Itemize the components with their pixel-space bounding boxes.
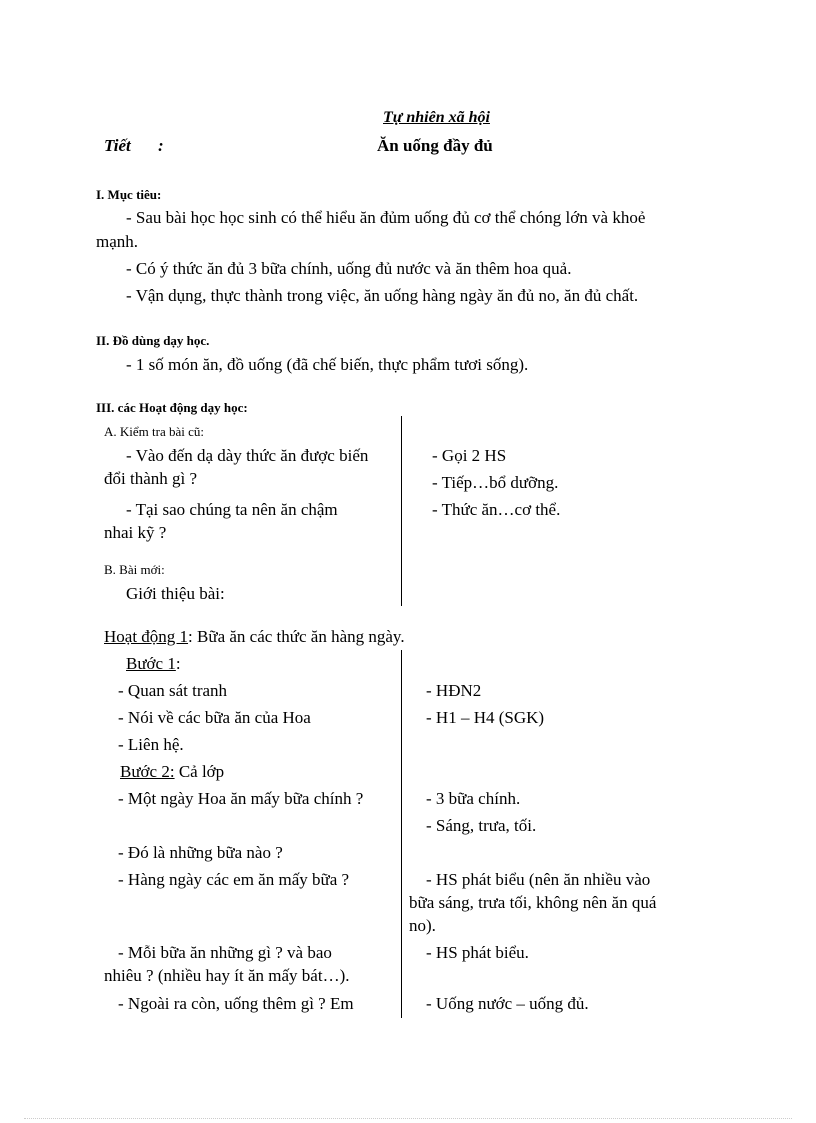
activity-1-title (104, 627, 405, 647)
review-question-1-line1: - Vào đến dạ dày thức ăn được biến (126, 446, 369, 465)
step-1-heading (126, 654, 181, 674)
review-response-2: - Tiếp…bổ dưỡng. (432, 473, 559, 492)
step-1-label: Bước 1 (126, 654, 176, 673)
step-2-question-3: - Hàng ngày các em ăn mấy bữa ? (118, 870, 350, 889)
step-1-colon: : (175, 654, 181, 673)
page-bottom-border (24, 1118, 792, 1119)
review-question-1-line2: đổi thành gì ? (104, 469, 198, 488)
step-2-heading (120, 762, 224, 782)
step-2-rest: Cả lớp (174, 762, 225, 781)
review-response-1: - Gọi 2 HS (432, 446, 507, 465)
step-2-response-1: - 3 bữa chính. (426, 789, 521, 808)
objective-3: - Vận dụng, thực thành trong việc, ăn uống hàng ngày ăn đủ no, ăn đủ chất. (126, 286, 639, 305)
step-2-question-1: - Một ngày Hoa ăn mấy bữa chính ? (118, 789, 364, 808)
step-2-response-5: - Uống nước – uống đủ. (426, 994, 589, 1013)
step-2-question-4-line2: nhiêu ? (nhiều hay ít ăn mấy bát…). (104, 966, 350, 985)
step-2-response-3-line2: bữa sáng, trưa tối, không nên ăn quá (409, 893, 657, 912)
section-materials-heading: II. Đồ dùng dạy học. (96, 333, 210, 348)
review-question-2-line2: nhai kỹ ? (104, 523, 167, 542)
step-2-response-2: - Sáng, trưa, tối. (426, 816, 537, 835)
subject-title: Tự nhiên xã hội (383, 109, 490, 126)
step-2-response-4: - HS phát biểu. (426, 943, 529, 962)
step-2-response-3-line3: no). (409, 916, 436, 935)
review-question-2-line1: - Tại sao chúng ta nên ăn chậm (126, 500, 338, 519)
step-2-question-5: - Ngoài ra còn, uống thêm gì ? Em (118, 994, 354, 1013)
step-1-item-1: - Quan sát tranh (118, 681, 228, 700)
section-objectives-heading: I. Mục tiêu: (96, 187, 162, 202)
objective-1-line1: - Sau bài học học sinh có thể hiểu ăn đủm uống đủ cơ thể chóng lớn và khoẻ (126, 208, 646, 227)
period-colon: : (158, 136, 164, 155)
objective-2: - Có ý thức ăn đủ 3 bữa chính, uống đủ nước và ăn thêm hoa quả. (126, 259, 572, 278)
table-divider-bottom (401, 650, 402, 1018)
table-divider-top (401, 416, 402, 606)
lesson-title: Ăn uống đầy đủ (377, 136, 493, 155)
step-2-label: Bước 2: (120, 762, 175, 781)
materials-item: - 1 số món ăn, đồ uống (đã chế biến, thực phẩm tươi sống). (126, 355, 529, 374)
introduction-text: Giới thiệu bài: (126, 584, 225, 603)
step-1-item-3: - Liên hệ. (118, 735, 184, 754)
step-2-question-2: - Đó là những bữa nào ? (118, 843, 283, 862)
objective-1-line2: mạnh. (96, 232, 139, 251)
period-label: Tiết (104, 136, 131, 155)
section-activities-heading: III. các Hoạt động dạy học: (96, 400, 248, 415)
step-1-response-2: - H1 – H4 (SGK) (426, 708, 545, 727)
step-2-question-4-line1: - Mỗi bữa ăn những gì ? và bao (118, 943, 332, 962)
review-heading: A. Kiểm tra bài cũ: (104, 424, 204, 439)
activity-1-label: Hoạt động 1 (104, 627, 189, 646)
activity-1-title-rest: : Bữa ăn các thức ăn hàng ngày. (188, 627, 405, 646)
step-2-response-3-line1: - HS phát biểu (nên ăn nhiều vào (426, 870, 651, 889)
step-1-response-1: - HĐN2 (426, 681, 482, 700)
new-lesson-heading: B. Bài mới: (104, 562, 165, 577)
step-1-item-2: - Nói về các bữa ăn của Hoa (118, 708, 311, 727)
review-response-3: - Thức ăn…cơ thể. (432, 500, 561, 519)
